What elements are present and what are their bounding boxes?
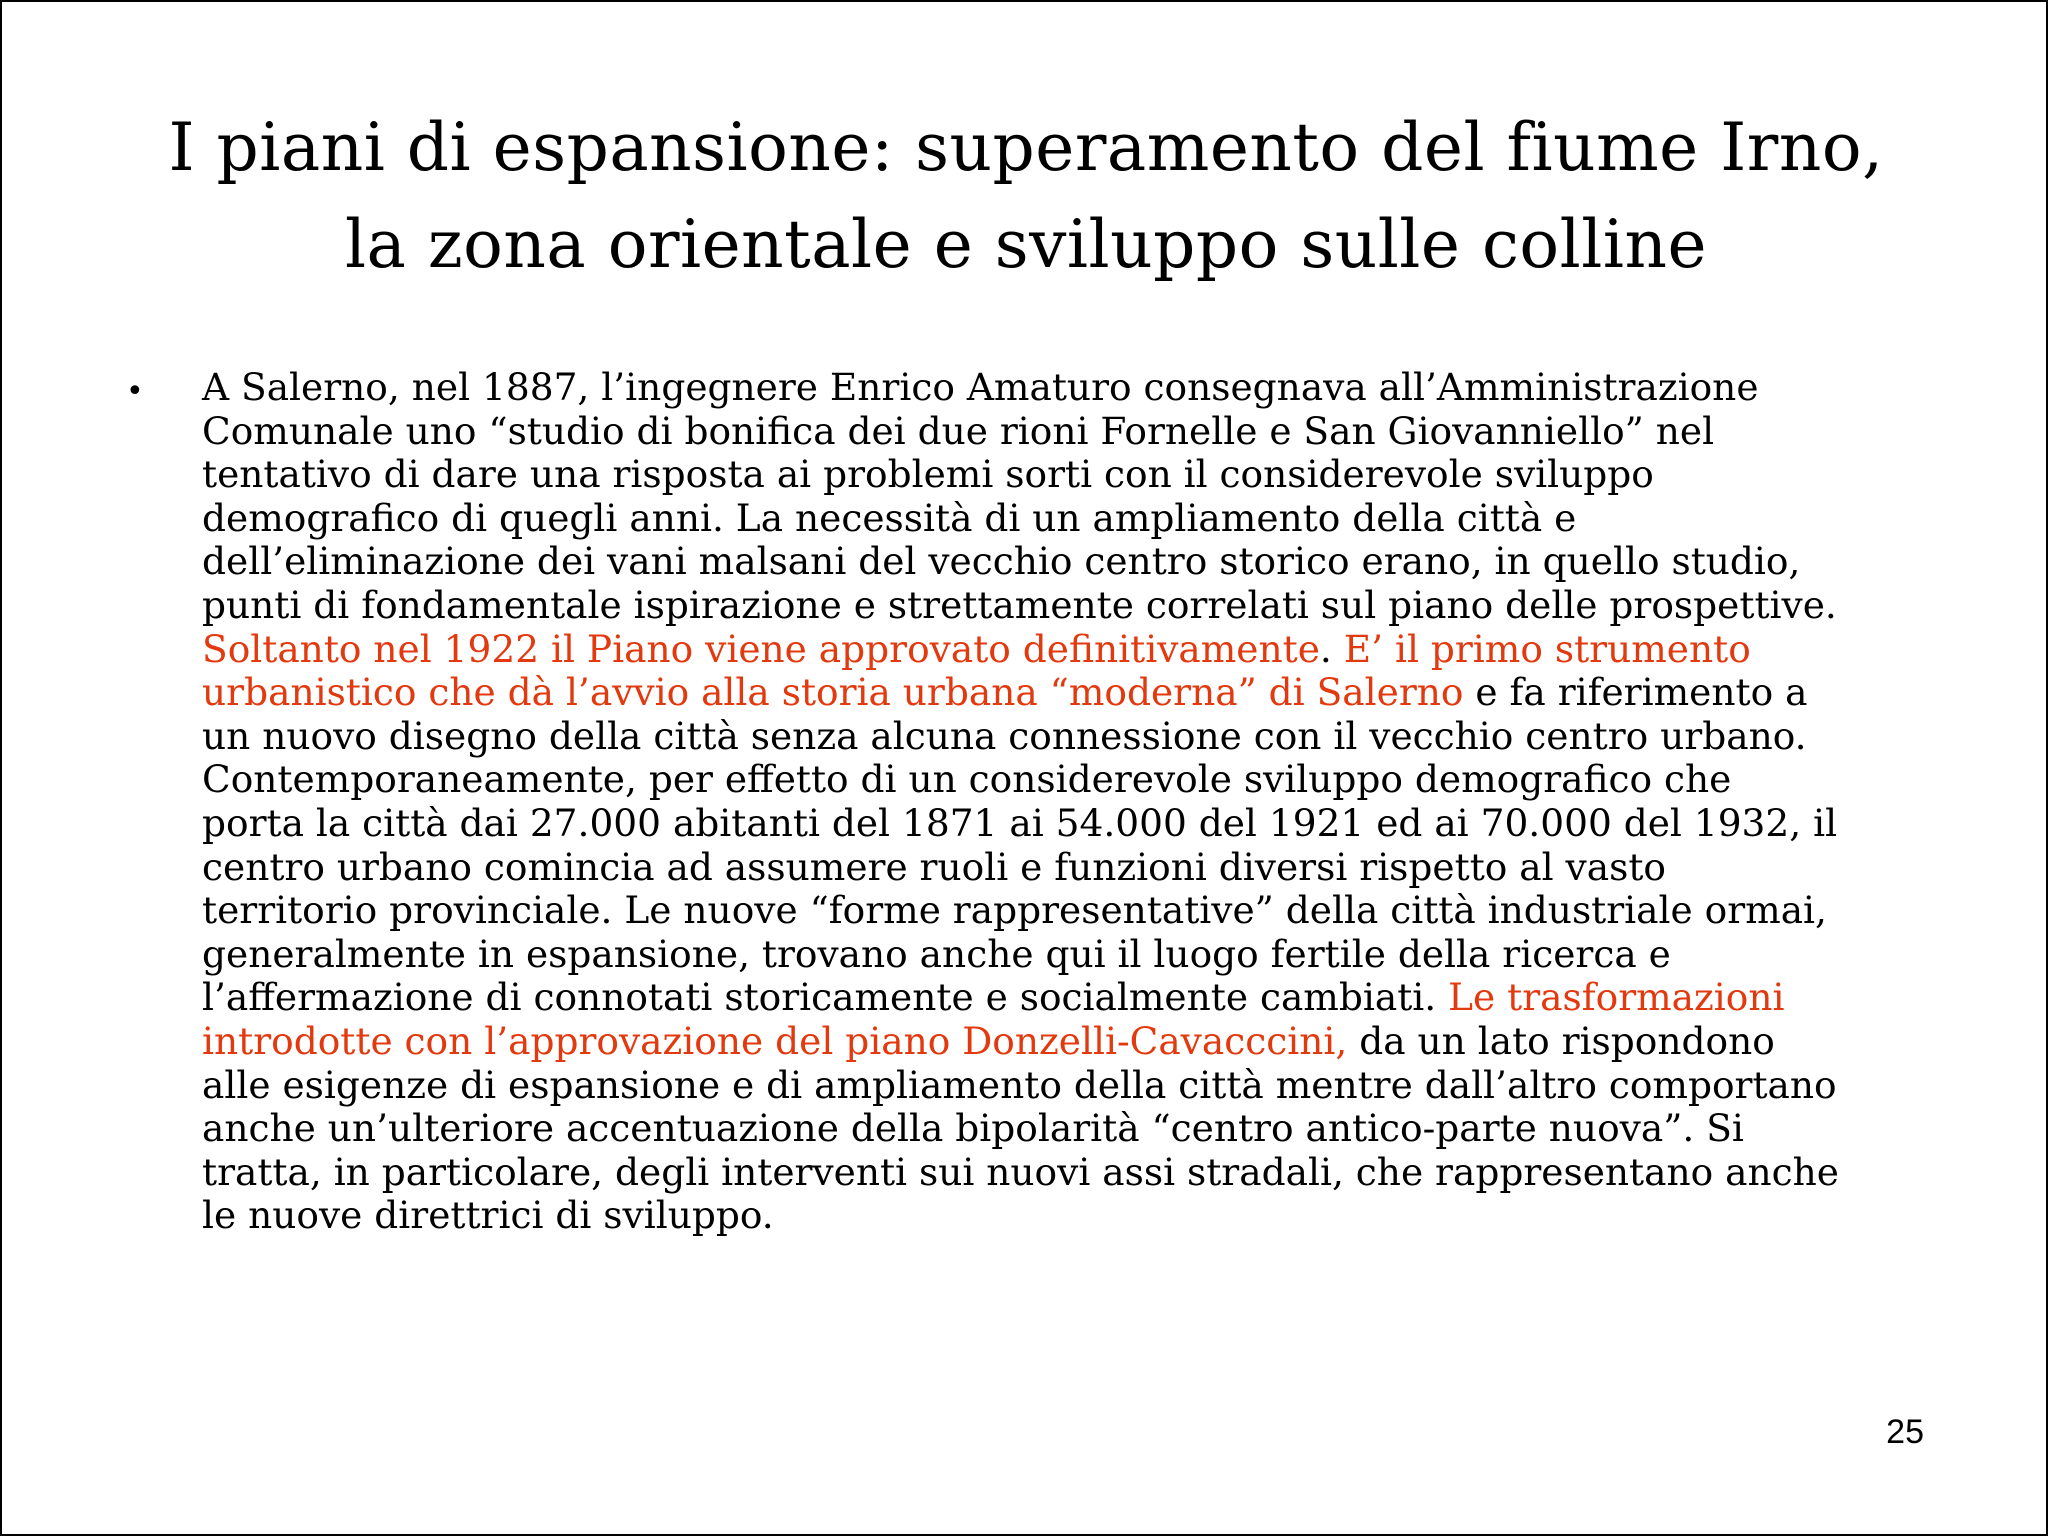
plain-text: da un lato rispondono bbox=[1347, 1018, 1775, 1063]
plain-text: l’affermazione di connotati storicamente e socialmente cambiati. bbox=[202, 975, 1449, 1020]
body-line: Contemporaneamente, per effetto di un considerevole sviluppo demografico che bbox=[202, 757, 1732, 802]
highlight-text: introdotte con l’approvazione del piano Donzelli-Cavacccini, bbox=[202, 1018, 1348, 1063]
plain-text: e fa riferimento a bbox=[1463, 670, 1808, 715]
body-line: demografico di quegli anni. La necessità di un ampliamento della città e bbox=[202, 495, 1577, 540]
body-line: Comunale uno “studio di bonifica dei due rioni Fornelle e San Giovanniello” nel bbox=[202, 408, 1715, 453]
body-line: generalmente in espansione, trovano anche qui il luogo fertile della ricerca e bbox=[202, 931, 1671, 976]
slide-title-line-2: la zona orientale e sviluppo sulle colline bbox=[344, 206, 1708, 283]
body-line: tratta, in particolare, degli interventi sui nuovi assi stradali, che rappresentano anche bbox=[202, 1149, 1839, 1194]
bullet-marker: • bbox=[126, 374, 144, 409]
body-line: punti di fondamentale ispirazione e strettamente correlati sul piano delle prospettive. bbox=[202, 582, 1837, 627]
body-line: A Salerno, nel 1887, l’ingegnere Enrico Amaturo consegnava all’Amministrazione bbox=[202, 365, 1759, 409]
body-line: centro urbano comincia ad assumere ruoli e funzioni diversi rispetto al vasto bbox=[202, 844, 1666, 889]
highlight-text: E’ il primo strumento bbox=[1343, 626, 1751, 671]
plain-text: . bbox=[1319, 626, 1344, 671]
body-line: dell’eliminazione dei vani malsani del vecchio centro storico erano, in quello studio, bbox=[202, 539, 1801, 584]
body-line: un nuovo disegno della città senza alcuna connessione con il vecchio centro urbano. bbox=[202, 713, 1807, 758]
body-line: tentativo di dare una risposta ai problemi sorti con il considerevole sviluppo bbox=[202, 452, 1654, 497]
body-line: le nuove direttrici di sviluppo. bbox=[202, 1193, 774, 1238]
bullet-paragraph bbox=[202, 366, 1962, 1238]
highlight-text: Le trasformazioni bbox=[1448, 975, 1785, 1020]
highlight-text: urbanistico che dà l’avvio alla storia urbana “moderna” di Salerno bbox=[202, 670, 1464, 715]
body-line: porta la città dai 27.000 abitanti del 1871 ai 54.000 del 1921 ed ai 70.000 del 1932, il bbox=[202, 800, 1838, 845]
body-line: anche un’ulteriore accentuazione della bipolarità “centro antico-parte nuova”. Si bbox=[202, 1106, 1744, 1151]
slide-title-line-1: I piani di espansione: superamento del fiume Irno, bbox=[168, 109, 1884, 186]
page-number: 25 bbox=[1886, 1413, 1924, 1451]
body-line: alle esigenze di espansione e di ampliamento della città mentre dall’altro comportano bbox=[202, 1062, 1837, 1107]
body-line-mixed bbox=[202, 976, 1962, 1020]
body-line-mixed bbox=[202, 671, 1962, 715]
body-line-mixed bbox=[202, 628, 1962, 672]
body-line: territorio provinciale. Le nuove “forme rappresentative” della città industriale ormai, bbox=[202, 888, 1827, 933]
highlight-text: Soltanto nel 1922 il Piano viene approvato definitivamente bbox=[202, 626, 1320, 671]
body-line-mixed bbox=[202, 1020, 1962, 1064]
